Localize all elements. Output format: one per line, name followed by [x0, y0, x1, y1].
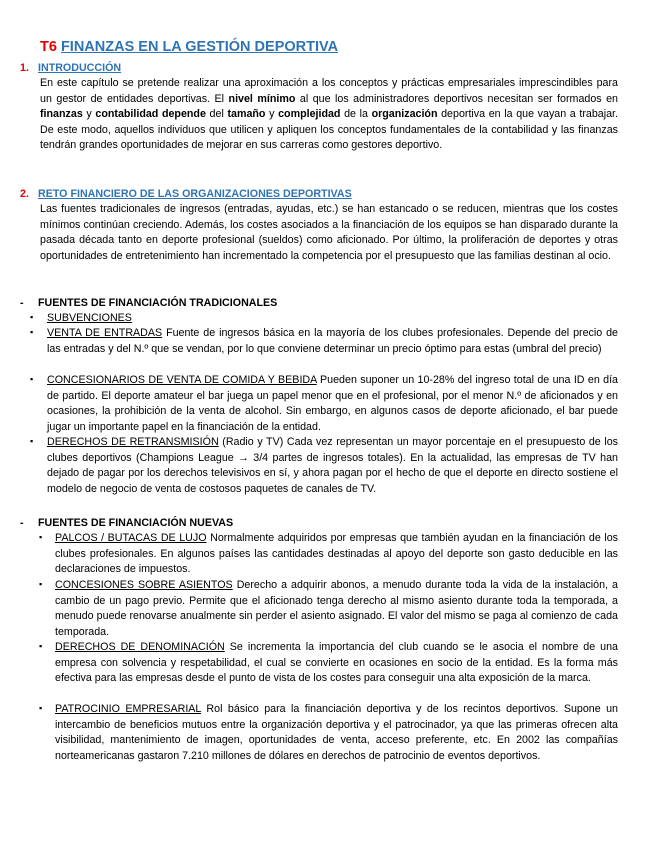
list-item — [30, 326, 618, 357]
list-item — [39, 578, 618, 640]
section-number: 2. — [20, 188, 29, 200]
dash-marker: - — [20, 517, 24, 529]
bold-run: organización — [371, 108, 438, 121]
text-run: y — [82, 108, 96, 121]
item-label: DERECHOS DE RETRANSMISIÓN — [47, 436, 219, 448]
section-title: RETO FINANCIERO DE LAS ORGANIZACIONES DEPORTIVAS — [38, 188, 352, 200]
title-code: T6 — [40, 39, 57, 55]
section-paragraph — [40, 202, 618, 264]
item-label: PATROCINIO EMPRESARIAL — [55, 703, 201, 715]
item-text: Se incrementa la importancia del club cuando se le asocia el nombre de una empresa con solvencia y respetabilidad, el cual se convierte en ocasiones en socio de la entidad. Es la forma más efectiva para las empresas desde el punto de vista de los costes para conseguir una alta exposición de la marca. — [55, 641, 618, 685]
section-heading-introduccion — [20, 61, 121, 77]
item-text: Pueden suponer un 10-28% del ingreso total de una ID en día de partido. El deporte amateur el bar juega un papel menor que en el profesional, por el menor N.º de aficionados y en ocasiones, la prohibición de la venta de alcohol. Sin embargo, en algunos casos de deporte aficionado, el bar puede jugar un importante papel en la financiación de la entidad. — [47, 374, 618, 433]
list-item — [39, 531, 618, 578]
page-title — [40, 40, 338, 56]
list-item — [39, 702, 618, 764]
bullet-marker: ▪ — [30, 374, 34, 384]
list-item — [30, 435, 618, 497]
section-number: 1. — [20, 62, 29, 74]
bold-run: complejidad — [278, 108, 341, 121]
bullet-marker: ▪ — [30, 312, 34, 322]
item-label: PALCOS / BUTACAS DE LUJO — [55, 532, 207, 544]
bold-run: finanzas — [40, 108, 83, 121]
text-run: del — [205, 108, 228, 121]
bullet-marker: ▪ — [39, 703, 43, 713]
item-text: Derecho a adquirir abonos, a menudo durante toda la vida de la instalación, a cambio de un pago previo. Permite que el aficionado tenga derecho al mismo asiento durante toda la temporada, a menudo puede renovarse anualmente sin perder el asiento asignado. El valor del mismo se paga al comienzo de cada temporada. — [55, 579, 618, 638]
text-run: de la — [340, 108, 372, 121]
text-run: Las fuentes tradicionales de ingresos (entradas, ayudas, etc.) se han estancado o se reducen, mientras que los costes mínimos continúan creciendo. Además, los costes asociados a la financiación de los equipos se han disparado durante la pasada década tanto en deporte profesional (sueldos) como aficionado. Por último, la proliferación de deportes y otras oportunidades de entretenimiento han incrementado la competencia por el presupuesto que las familias destinan al ocio. — [40, 203, 618, 262]
section-title: INTRODUCCIÓN — [38, 62, 122, 74]
bold-run: contabilidad depende — [95, 108, 206, 121]
text-run: deportiva en la que vayan a trabajar. De este modo, aquellos individuos que utilicen y apliquen los conceptos fundamentales de la contabilidad y las finanzas tendrán grandes oportunidades de mejorar en sus carreras como gestores deportivo. — [40, 108, 618, 152]
item-text: Normalmente adquiridos por empresas que también ayudan en la financiación de los clubes profesionales. En algunos países las cantidades destinadas al apoyo del deporte son gasto deducible en las declaraciones de impuestos. — [55, 532, 618, 576]
bullet-marker: ▪ — [39, 641, 43, 651]
bullet-marker: ▪ — [30, 436, 34, 446]
bold-run: tamaño — [227, 108, 266, 121]
bullet-marker: ▪ — [39, 579, 43, 589]
text-run: y — [265, 108, 279, 121]
group-heading-nuevas — [20, 516, 233, 532]
list-item — [30, 373, 618, 435]
group-heading-tradicionales — [20, 296, 277, 312]
item-label: VENTA DE ENTRADAS — [47, 327, 163, 339]
text-run: En este capítulo se pretende realizar una aproximación a los conceptos y prácticas empresariales imprescindibles para un gestor de entidades deportivas. El — [40, 77, 618, 105]
item-label: CONCESIONARIOS DE VENTA DE COMIDA Y BEBIDA — [47, 374, 317, 386]
list-item — [30, 311, 618, 327]
item-text: Fuente de ingresos básica en la mayoría de los clubes profesionales. Depende del precio de las entradas y del N.º que se vendan, por lo que conviene determinar un precio óptimo para estas (umbral del precio) — [47, 327, 618, 355]
bullet-marker: ▪ — [30, 327, 34, 337]
title-text: FINANZAS EN LA GESTIÓN DEPORTIVA — [60, 39, 339, 55]
item-label: DERECHOS DE DENOMINACIÓN — [55, 641, 225, 653]
group-title: FUENTES DE FINANCIACIÓN TRADICIONALES — [38, 297, 278, 309]
item-text: (Radio y TV) Cada vez representan un mayor porcentaje en el presupuesto de los clubes deportivos (Champions League → 3/4 partes de ingresos totales). En la actualidad, las empresas de TV han dejado de pagar por los derechos televisivos en sí, y ahora pagan por el hecho de que el deporte en directo sostiene el modelo de negocio de venta de costosos paquetes de canales de TV. — [47, 436, 618, 495]
item-text: Rol básico para la financiación deportiva y de los recintos deportivos. Supone un intercambio de beneficios mutuos entre la organización deportiva y el patrocinador, ya que las primeras ofrecen alta visibilidad, mantenimiento de imagen, oportunidades de venta, acceso preferente, etc. En 2002 las compañías norteamericanas gastaron 7.210 millones de dólares en derechos de patrocinio de eventos deportivos. — [55, 703, 618, 762]
text-run: al que los administradores deportivos necesitan ser formados en — [295, 92, 618, 105]
item-label: CONCESIONES SOBRE ASIENTOS — [55, 579, 233, 591]
bold-run: nivel mínimo — [228, 92, 296, 105]
dash-marker: - — [20, 297, 24, 309]
section-heading-reto-financiero — [20, 187, 352, 203]
section-paragraph — [40, 76, 618, 154]
bullet-marker: ▪ — [39, 532, 43, 542]
item-label: SUBVENCIONES — [47, 312, 132, 324]
group-title: FUENTES DE FINANCIACIÓN NUEVAS — [38, 517, 234, 529]
list-item — [39, 640, 618, 687]
